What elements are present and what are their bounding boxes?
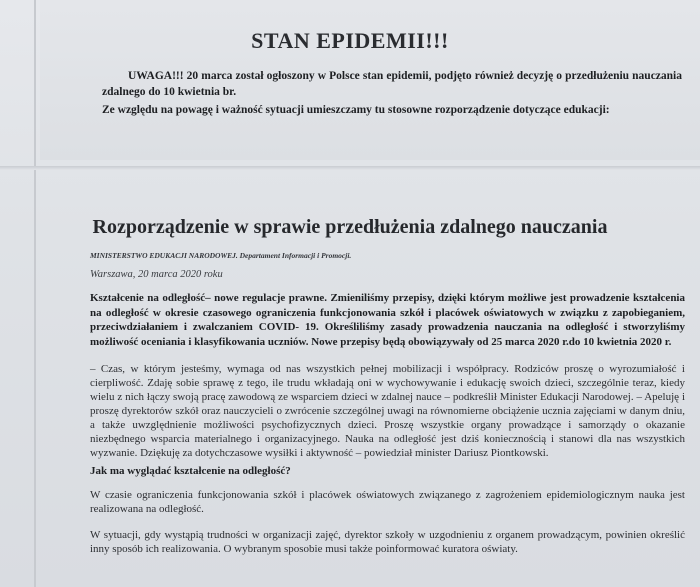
article-dateline: Warszawa, 20 marca 2020 roku [90, 269, 223, 280]
sheet-edge [34, 0, 36, 587]
article-paragraph-1: – Czas, w którym jesteśmy, wymaga od nas wszystkich pełnej mobilizacji i współpracy. Rodziców proszę o wyrozumiałość i cierpliwość. Zdaję sobie sprawę z tego, ile trudu wkładają oni w wychowywanie i edukację swoich dzieci, szczególnie teraz, kiedy wielu z nich łączy swoją pracę zawodową ze wsparciem dzieci w zdalnej nauce – podkreślił Minister Edukacji Narodowej. – Apeluję i proszę dyrektorów szkół oraz nauczycieli o zwrócenie szczególnej uwagi na równomierne obciążenie ucznia zajęciami w danym dniu, a także uwzględnienie możliwości psychofizycznych dzieci. Proszę wszystkie organy prowadzące i samorządy o okazanie niezbędnego wsparcia materialnego i organizacyjnego. Nauka na odległość jest dziś koniecznością i stanowi dla nas wszystkich wyzwanie. Dziękuję za dotychczasowe wysiłki i aktywność – powiedział minister Dariusz Piontkowski. [90, 363, 685, 459]
article-lead: Kształcenie na odległość– nowe regulacje prawne. Zmieniliśmy przepisy, dzięki którym możliwe jest prowadzenie kształcenia na odległość w okresie czasowego ograniczenia funkcjonowania szkół i placówek oświatowych w związku z zapobieganiem, przeciwdziałaniem i zwalczaniem COVID- 19. Określiliśmy zasady prowadzenia nauczania na odległość i stworzyliśmy możliwość oceniania i klasyfikowania uczniów. Nowe przepisy będą obowiązywały od 25 marca 2020 r.do 10 kwietnia 2020 r. [90, 292, 685, 348]
article-paragraph-3: W sytuacji, gdy wystąpią trudności w organizacji zajęć, dyrektor szkoły w uzgodnieniu z organem prowadzącym, powinien określić inny sposób ich realizowania. O wybranym sposobie musi także poinformować kuratora oświaty. [90, 529, 685, 555]
notice-text-2: Ze względu na powagę i ważność sytuacji umieszczamy tu stosowne rozporządzenie dotyczące edukacji: [102, 104, 610, 116]
notice-text: UWAGA!!! 20 marca został ogłoszony w Polsce stan epidemii, podjęto również decyzję o przedłużeniu nauczania zdalnego do 10 kwietnia br. [102, 70, 682, 98]
notice-title: STAN EPIDEMII!!! [251, 28, 449, 53]
article-title: Rozporządzenie w sprawie przedłużenia zdalnego nauczania [92, 216, 608, 238]
article-source: MINISTERSTWO EDUKACJI NARODOWEJ. Departament Informacji i Promocji. [90, 251, 352, 260]
article-question: Jak ma wyglądać kształcenie na odległość? [90, 465, 291, 477]
article-paragraph-2: W czasie ograniczenia funkcjonowania szkół i placówek oświatowych związanego z zagrożeniem epidemiologicznym nauka jest realizowana na odległość. [90, 489, 685, 515]
sheet-fold [0, 166, 700, 170]
